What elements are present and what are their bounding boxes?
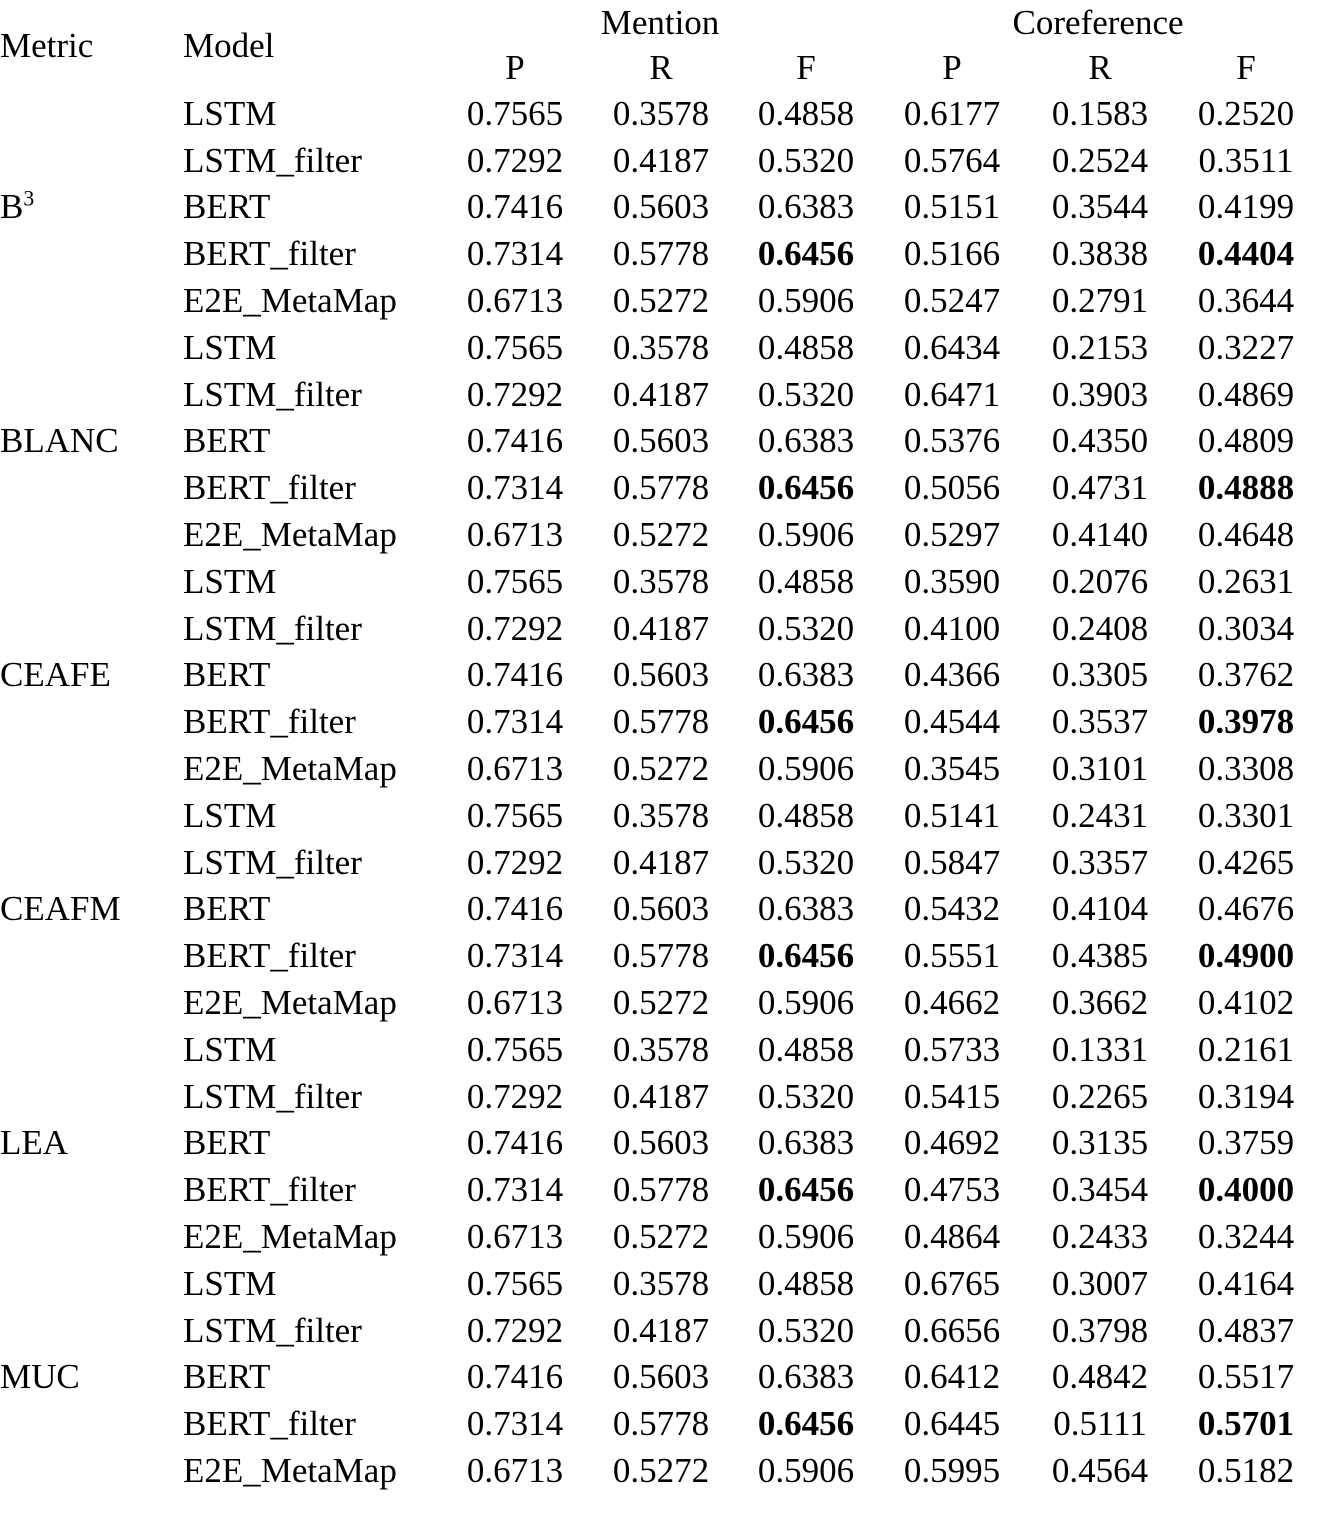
- value-coref-p: 0.6177: [903, 93, 1001, 133]
- value-coref-f: 0.3301: [1197, 795, 1295, 835]
- table-row: [0, 137, 1318, 184]
- model-name-cell: E2E_MetaMap: [183, 281, 397, 321]
- value-coref-r: 0.2791: [1051, 281, 1149, 321]
- table-header: [0, 0, 1318, 90]
- model-name-cell: BERT_filter: [183, 936, 356, 976]
- value-coref-p: 0.5764: [903, 140, 1001, 180]
- value-coref-f: 0.4102: [1197, 983, 1295, 1023]
- value-coref-f: 0.4837: [1197, 1310, 1295, 1350]
- value-mention-p: 0.7314: [466, 1170, 564, 1210]
- value-mention-p: 0.7416: [466, 421, 564, 461]
- value-coref-p: 0.4544: [903, 702, 1001, 742]
- model-name-cell: E2E_MetaMap: [183, 983, 397, 1023]
- value-mention-r: 0.5272: [612, 983, 710, 1023]
- value-mention-f: 0.5906: [757, 1217, 855, 1257]
- value-mention-r: 0.4187: [612, 1310, 710, 1350]
- value-coref-r: 0.4350: [1051, 421, 1149, 461]
- table-row: [0, 277, 1318, 324]
- value-mention-f: 0.6383: [757, 655, 855, 695]
- value-mention-f: 0.4858: [757, 327, 855, 367]
- value-mention-r: 0.5603: [612, 1357, 710, 1397]
- value-mention-f: 0.5320: [757, 374, 855, 414]
- value-coref-p: 0.5297: [903, 515, 1001, 555]
- value-coref-r: 0.4842: [1051, 1357, 1149, 1397]
- value-mention-f: 0.5906: [757, 515, 855, 555]
- model-name-cell: BERT: [183, 187, 271, 227]
- value-mention-r: 0.5272: [612, 281, 710, 321]
- value-coref-f: 0.4676: [1197, 889, 1295, 929]
- value-mention-p: 0.6713: [466, 281, 564, 321]
- value-coref-r: 0.3798: [1051, 1310, 1149, 1350]
- value-mention-f: 0.6383: [757, 421, 855, 461]
- table-row: [0, 90, 1318, 137]
- value-mention-f: 0.6383: [757, 1123, 855, 1163]
- metric-superscript: 3: [23, 186, 35, 211]
- value-coref-r: 0.2265: [1051, 1076, 1149, 1116]
- column-header-metric: Metric: [0, 25, 94, 65]
- table-row: [0, 511, 1318, 558]
- value-mention-f: 0.5906: [757, 749, 855, 789]
- value-mention-p: 0.7314: [466, 702, 564, 742]
- column-header-coref-p: P: [942, 48, 962, 87]
- model-name-cell: BERT_filter: [183, 1170, 356, 1210]
- model-name-cell: BERT: [183, 889, 271, 929]
- value-coref-p: 0.5376: [903, 421, 1001, 461]
- value-mention-f: 0.5320: [757, 842, 855, 882]
- value-mention-r: 0.5272: [612, 1217, 710, 1257]
- value-mention-f: 0.5906: [757, 983, 855, 1023]
- value-coref-p: 0.5056: [903, 468, 1001, 508]
- value-coref-r: 0.3135: [1051, 1123, 1149, 1163]
- value-coref-p: 0.6434: [903, 327, 1001, 367]
- value-mention-f: 0.6383: [757, 1357, 855, 1397]
- model-name-cell: BERT: [183, 655, 271, 695]
- metric-label-b: $B^3$: [0, 186, 35, 227]
- column-header-model: Model: [183, 25, 275, 65]
- column-group-header-mention: Mention: [600, 3, 720, 42]
- value-mention-p: 0.7416: [466, 1123, 564, 1163]
- table-row: [0, 1213, 1318, 1260]
- value-mention-r: 0.5272: [612, 749, 710, 789]
- value-coref-f: 0.3227: [1197, 327, 1295, 367]
- value-coref-f: 0.4648: [1197, 515, 1295, 555]
- column-header-coref-f: F: [1236, 48, 1256, 87]
- value-coref-r: 0.2076: [1051, 561, 1149, 601]
- value-coref-f: 0.4809: [1197, 421, 1295, 461]
- value-mention-r: 0.5603: [612, 187, 710, 227]
- value-coref-f: 0.3244: [1197, 1217, 1295, 1257]
- value-coref-p: 0.5551: [903, 936, 1001, 976]
- value-coref-f: 0.3978: [1197, 702, 1295, 742]
- table-row: [0, 886, 1318, 933]
- value-mention-f: 0.5906: [757, 1451, 855, 1490]
- value-mention-p: 0.6713: [466, 749, 564, 789]
- value-mention-r: 0.3578: [612, 561, 710, 601]
- value-mention-p: 0.7292: [466, 608, 564, 648]
- table-row: [0, 1400, 1318, 1447]
- model-name-cell: BERT: [183, 1357, 271, 1397]
- value-mention-r: 0.5603: [612, 889, 710, 929]
- value-coref-r: 0.4564: [1051, 1451, 1149, 1490]
- value-coref-f: 0.4869: [1197, 374, 1295, 414]
- value-mention-f: 0.6383: [757, 187, 855, 227]
- value-mention-p: 0.7416: [466, 1357, 564, 1397]
- model-name-cell: LSTM_filter: [183, 608, 362, 648]
- model-name-cell: E2E_MetaMap: [183, 1217, 397, 1257]
- value-coref-p: 0.6656: [903, 1310, 1001, 1350]
- value-mention-f: 0.6456: [757, 468, 855, 508]
- value-mention-f: 0.4858: [757, 93, 855, 133]
- table-row: [0, 464, 1318, 511]
- column-header-mention-f: F: [796, 48, 816, 87]
- metric-label-ceafe: CEAFE: [0, 655, 111, 695]
- value-coref-r: 0.4104: [1051, 889, 1149, 929]
- value-mention-r: 0.5778: [612, 702, 710, 742]
- column-header-mention-r: R: [649, 48, 673, 87]
- table-row: [0, 1026, 1318, 1073]
- value-mention-r: 0.5778: [612, 1404, 710, 1444]
- value-coref-p: 0.6471: [903, 374, 1001, 414]
- value-mention-p: 0.6713: [466, 1217, 564, 1257]
- model-name-cell: E2E_MetaMap: [183, 749, 397, 789]
- model-name-cell: LSTM: [183, 93, 277, 133]
- table-row: [0, 558, 1318, 605]
- model-name-cell: BERT_filter: [183, 234, 356, 274]
- value-mention-f: 0.6456: [757, 1404, 855, 1444]
- value-coref-f: 0.3308: [1197, 749, 1295, 789]
- model-name-cell: E2E_MetaMap: [183, 1451, 397, 1490]
- table-row: [0, 745, 1318, 792]
- value-mention-r: 0.5603: [612, 1123, 710, 1163]
- column-header-coref-r: R: [1088, 48, 1112, 87]
- value-coref-f: 0.5701: [1197, 1404, 1295, 1444]
- value-coref-f: 0.4000: [1197, 1170, 1295, 1210]
- value-coref-p: 0.5166: [903, 234, 1001, 274]
- table-row: [0, 792, 1318, 839]
- value-mention-f: 0.5906: [757, 281, 855, 321]
- value-coref-r: 0.3537: [1051, 702, 1149, 742]
- value-coref-r: 0.3544: [1051, 187, 1149, 227]
- value-coref-p: 0.5141: [903, 795, 1001, 835]
- table-row: [0, 979, 1318, 1026]
- value-mention-p: 0.7565: [466, 327, 564, 367]
- value-coref-r: 0.3007: [1051, 1263, 1149, 1303]
- value-mention-p: 0.7314: [466, 468, 564, 508]
- table-row: [0, 1354, 1318, 1401]
- value-coref-r: 0.3662: [1051, 983, 1149, 1023]
- value-coref-p: 0.4692: [903, 1123, 1001, 1163]
- value-mention-r: 0.5272: [612, 515, 710, 555]
- value-coref-f: 0.4888: [1197, 468, 1295, 508]
- value-coref-f: 0.3034: [1197, 608, 1295, 648]
- value-coref-r: 0.1583: [1051, 93, 1149, 133]
- value-coref-p: 0.4662: [903, 983, 1001, 1023]
- value-mention-f: 0.4858: [757, 1029, 855, 1069]
- value-mention-p: 0.7292: [466, 1310, 564, 1350]
- table-row: [0, 698, 1318, 745]
- value-coref-r: 0.4140: [1051, 515, 1149, 555]
- value-mention-r: 0.3578: [612, 1029, 710, 1069]
- model-name-cell: BERT_filter: [183, 1404, 356, 1444]
- value-mention-r: 0.4187: [612, 140, 710, 180]
- value-mention-p: 0.7565: [466, 93, 564, 133]
- value-coref-p: 0.5432: [903, 889, 1001, 929]
- table-row: [0, 371, 1318, 418]
- value-mention-p: 0.7416: [466, 889, 564, 929]
- value-mention-r: 0.3578: [612, 795, 710, 835]
- value-mention-f: 0.6456: [757, 234, 855, 274]
- value-coref-r: 0.3305: [1051, 655, 1149, 695]
- value-coref-r: 0.1331: [1051, 1029, 1149, 1069]
- value-mention-p: 0.6713: [466, 515, 564, 555]
- table-row: [0, 1307, 1318, 1354]
- model-name-cell: BERT_filter: [183, 468, 356, 508]
- value-mention-r: 0.4187: [612, 1076, 710, 1116]
- value-coref-p: 0.6412: [903, 1357, 1001, 1397]
- model-name-cell: LSTM: [183, 561, 277, 601]
- value-coref-p: 0.3545: [903, 749, 1001, 789]
- model-name-cell: LSTM: [183, 1263, 277, 1303]
- value-coref-r: 0.3903: [1051, 374, 1149, 414]
- value-mention-f: 0.4858: [757, 795, 855, 835]
- table-row: [0, 184, 1318, 231]
- value-mention-f: 0.5320: [757, 1310, 855, 1350]
- table-row: [0, 418, 1318, 465]
- value-coref-r: 0.2524: [1051, 140, 1149, 180]
- table-row: [0, 932, 1318, 979]
- value-mention-r: 0.5778: [612, 936, 710, 976]
- value-mention-f: 0.5320: [757, 1076, 855, 1116]
- value-mention-p: 0.7292: [466, 374, 564, 414]
- value-coref-p: 0.6765: [903, 1263, 1001, 1303]
- value-coref-f: 0.4199: [1197, 187, 1295, 227]
- value-coref-f: 0.4404: [1197, 234, 1295, 274]
- value-coref-f: 0.2161: [1197, 1029, 1295, 1069]
- value-coref-p: 0.5415: [903, 1076, 1001, 1116]
- value-mention-p: 0.7314: [466, 1404, 564, 1444]
- value-coref-r: 0.2431: [1051, 795, 1149, 835]
- value-mention-r: 0.5603: [612, 421, 710, 461]
- table-row: [0, 652, 1318, 699]
- value-mention-f: 0.5320: [757, 608, 855, 648]
- model-name-cell: E2E_MetaMap: [183, 515, 397, 555]
- column-group-header-coreference: Coreference: [1012, 3, 1184, 42]
- value-coref-f: 0.4164: [1197, 1263, 1295, 1303]
- table-body: [0, 90, 1318, 1494]
- value-coref-p: 0.5151: [903, 187, 1001, 227]
- value-coref-r: 0.2433: [1051, 1217, 1149, 1257]
- value-coref-f: 0.3511: [1198, 140, 1294, 180]
- value-mention-r: 0.5272: [612, 1451, 710, 1490]
- value-mention-f: 0.6456: [757, 1170, 855, 1210]
- value-coref-r: 0.4731: [1051, 468, 1149, 508]
- value-mention-r: 0.5778: [612, 468, 710, 508]
- value-coref-f: 0.2520: [1197, 93, 1295, 133]
- value-mention-p: 0.7565: [466, 1029, 564, 1069]
- value-coref-r: 0.5111: [1053, 1404, 1147, 1444]
- value-mention-r: 0.4187: [612, 608, 710, 648]
- value-coref-r: 0.3101: [1051, 749, 1149, 789]
- table-row: [0, 1447, 1318, 1494]
- value-mention-f: 0.5320: [757, 140, 855, 180]
- value-mention-r: 0.4187: [612, 842, 710, 882]
- model-name-cell: BERT: [183, 421, 271, 461]
- value-mention-f: 0.4858: [757, 1263, 855, 1303]
- value-mention-p: 0.7292: [466, 1076, 564, 1116]
- value-mention-r: 0.5778: [612, 1170, 710, 1210]
- column-header-mention-p: P: [505, 48, 525, 87]
- value-coref-f: 0.5182: [1197, 1451, 1295, 1490]
- value-mention-p: 0.7314: [466, 234, 564, 274]
- model-name-cell: LSTM_filter: [183, 374, 362, 414]
- value-coref-f: 0.3194: [1197, 1076, 1295, 1116]
- value-coref-f: 0.2631: [1197, 561, 1295, 601]
- value-coref-p: 0.6445: [903, 1404, 1001, 1444]
- value-coref-r: 0.3357: [1051, 842, 1149, 882]
- value-coref-r: 0.2153: [1051, 327, 1149, 367]
- table-row: [0, 324, 1318, 371]
- header-group-row: [0, 0, 1318, 45]
- table-row: [0, 1073, 1318, 1120]
- value-mention-p: 0.7292: [466, 140, 564, 180]
- value-coref-p: 0.4864: [903, 1217, 1001, 1257]
- model-name-cell: LSTM_filter: [183, 1310, 362, 1350]
- value-mention-r: 0.4187: [612, 374, 710, 414]
- value-coref-f: 0.3759: [1197, 1123, 1295, 1163]
- value-mention-r: 0.3578: [612, 327, 710, 367]
- value-coref-p: 0.3590: [903, 561, 1001, 601]
- value-coref-p: 0.4753: [903, 1170, 1001, 1210]
- value-coref-r: 0.2408: [1051, 608, 1149, 648]
- value-mention-f: 0.4858: [757, 561, 855, 601]
- table-row: [0, 839, 1318, 886]
- value-mention-p: 0.6713: [466, 983, 564, 1023]
- value-mention-p: 0.7565: [466, 795, 564, 835]
- model-name-cell: LSTM_filter: [183, 1076, 362, 1116]
- value-mention-p: 0.7565: [466, 1263, 564, 1303]
- table-row: [0, 230, 1318, 277]
- value-mention-r: 0.3578: [612, 1263, 710, 1303]
- table-row: [0, 605, 1318, 652]
- value-mention-r: 0.3578: [612, 93, 710, 133]
- value-mention-f: 0.6456: [757, 702, 855, 742]
- value-coref-f: 0.5517: [1197, 1357, 1295, 1397]
- value-mention-p: 0.7565: [466, 561, 564, 601]
- model-name-cell: LSTM: [183, 1029, 277, 1069]
- model-name-cell: LSTM_filter: [183, 140, 362, 180]
- model-name-cell: LSTM_filter: [183, 842, 362, 882]
- value-mention-r: 0.5778: [612, 234, 710, 274]
- table-row: [0, 1260, 1318, 1307]
- value-mention-p: 0.7314: [466, 936, 564, 976]
- value-coref-r: 0.3838: [1051, 234, 1149, 274]
- value-mention-f: 0.6383: [757, 889, 855, 929]
- table-row: [0, 1120, 1318, 1167]
- metric-label-muc: MUC: [0, 1357, 80, 1397]
- model-name-cell: LSTM: [183, 327, 277, 367]
- model-name-cell: LSTM: [183, 795, 277, 835]
- value-coref-p: 0.4100: [903, 608, 1001, 648]
- value-mention-p: 0.7416: [466, 187, 564, 227]
- value-mention-r: 0.5603: [612, 655, 710, 695]
- value-mention-p: 0.7416: [466, 655, 564, 695]
- table-row: [0, 1166, 1318, 1213]
- value-coref-p: 0.5995: [903, 1451, 1001, 1490]
- value-coref-p: 0.5847: [903, 842, 1001, 882]
- metric-label-blanc: BLANC: [0, 421, 119, 461]
- metric-label-lea: LEA: [0, 1123, 69, 1163]
- model-name-cell: BERT_filter: [183, 702, 356, 742]
- value-coref-f: 0.3762: [1197, 655, 1295, 695]
- value-mention-p: 0.7292: [466, 842, 564, 882]
- value-mention-f: 0.6456: [757, 936, 855, 976]
- value-coref-r: 0.4385: [1051, 936, 1149, 976]
- value-mention-p: 0.6713: [466, 1451, 564, 1490]
- value-coref-r: 0.3454: [1051, 1170, 1149, 1210]
- value-coref-p: 0.4366: [903, 655, 1001, 695]
- value-coref-f: 0.3644: [1197, 281, 1295, 321]
- value-coref-p: 0.5733: [903, 1029, 1001, 1069]
- value-coref-p: 0.5247: [903, 281, 1001, 321]
- value-coref-f: 0.4265: [1197, 842, 1295, 882]
- value-coref-f: 0.4900: [1197, 936, 1295, 976]
- model-name-cell: BERT: [183, 1123, 271, 1163]
- metric-label-ceafm: CEAFM: [0, 889, 121, 929]
